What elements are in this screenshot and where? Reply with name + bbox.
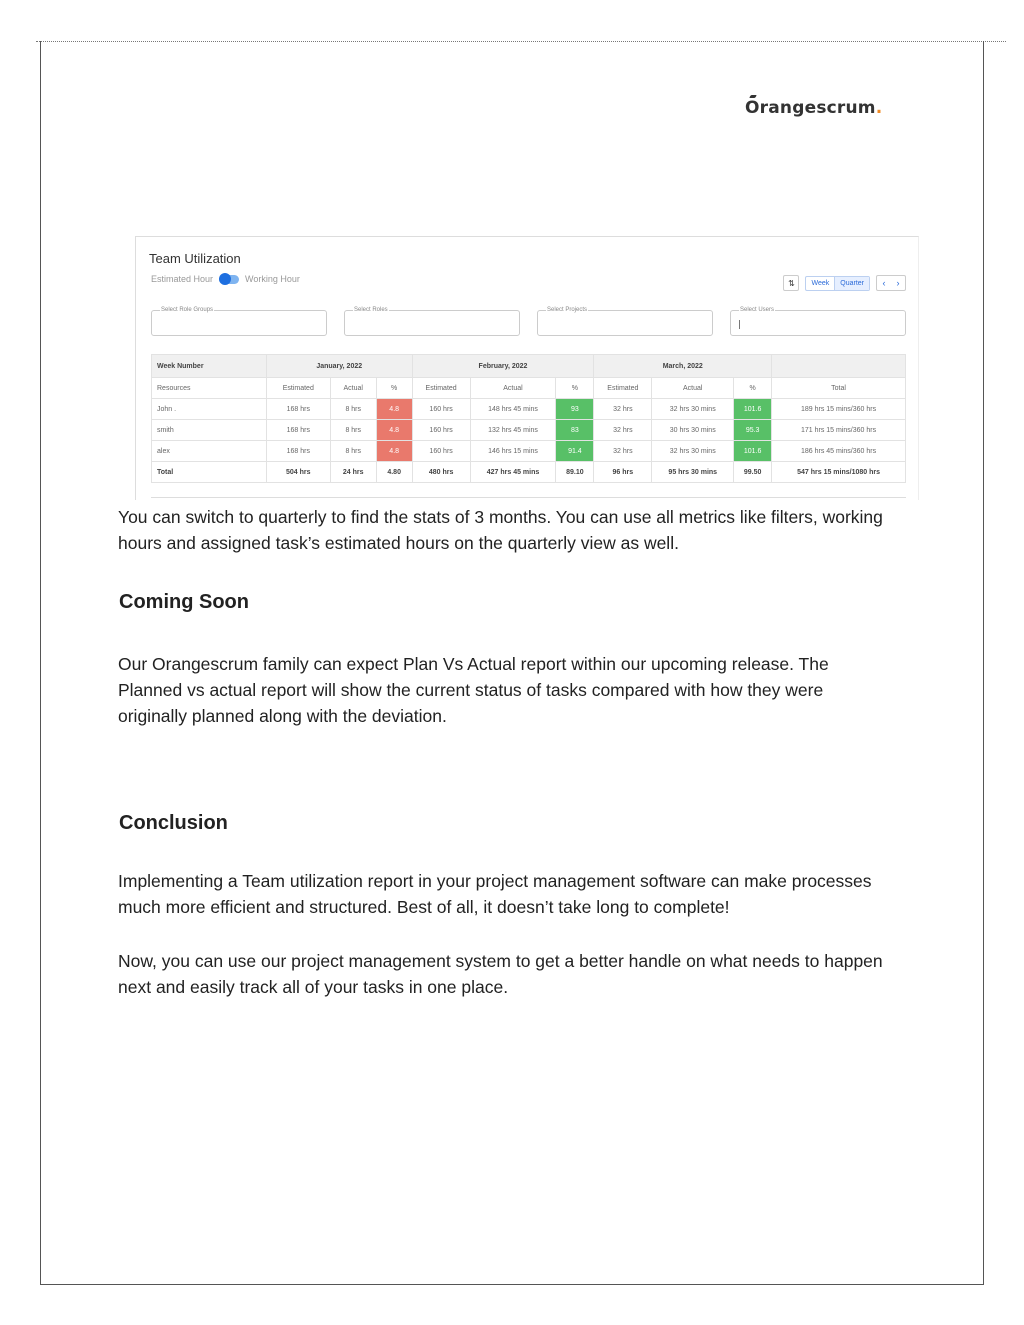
table-row xyxy=(152,399,906,420)
logo-dot: . xyxy=(875,98,883,118)
utilization-table xyxy=(151,354,906,483)
paragraph-quarterly: You can switch to quarterly to find the stats of 3 months. You can use all metrics like filters, working hours and assigned task’s estimated hours on the quarterly view as well. xyxy=(118,507,883,553)
table-cell: 148 hrs 45 mins xyxy=(470,399,556,420)
table-cell: 132 hrs 45 mins xyxy=(470,420,556,441)
table-cell: 32 hrs xyxy=(594,420,652,441)
column-header: Estimated xyxy=(266,378,330,399)
quarter-view-button[interactable]: Quarter xyxy=(834,277,869,290)
resource-name: John . xyxy=(152,399,267,420)
percent-cell: 101.6 xyxy=(734,399,772,420)
total-header-blank xyxy=(772,355,906,378)
filter-label: Select Role Groups xyxy=(161,307,214,313)
table-scroll-bottom xyxy=(151,497,906,498)
percent-cell: 4.8 xyxy=(376,441,412,462)
table-cell: 32 hrs 30 mins xyxy=(652,399,734,420)
table-cell: 504 hrs xyxy=(266,462,330,483)
percent-cell: 93 xyxy=(556,399,594,420)
total-label: Total xyxy=(152,462,267,483)
table-cell: 32 hrs 30 mins xyxy=(652,441,734,462)
page-bottom-border xyxy=(40,1284,984,1285)
column-header: % xyxy=(556,378,594,399)
table-cell: 32 hrs xyxy=(594,399,652,420)
filter-label: Select Projects xyxy=(547,307,588,313)
month-header: February, 2022 xyxy=(412,355,594,378)
hour-type-toggle[interactable] xyxy=(219,275,239,284)
chevron-right-icon[interactable]: › xyxy=(896,278,900,288)
filter-label: Select Users xyxy=(740,307,775,313)
percent-cell: 4.8 xyxy=(376,420,412,441)
table-cell: 427 hrs 45 mins xyxy=(470,462,556,483)
week-number-header: Week Number xyxy=(152,355,267,378)
page-right-border xyxy=(983,41,984,1285)
page-top-border xyxy=(36,41,1006,42)
column-header-row xyxy=(152,378,906,399)
view-toolbar xyxy=(783,275,906,291)
percent-cell: 83 xyxy=(556,420,594,441)
table-cell: 89.10 xyxy=(556,462,594,483)
table-cell: 24 hrs xyxy=(330,462,376,483)
table-cell: 4.80 xyxy=(376,462,412,483)
team-utilization-screenshot xyxy=(135,236,919,500)
table-cell: 168 hrs xyxy=(266,420,330,441)
total-cell: 186 hrs 45 mins/360 hrs xyxy=(772,441,906,462)
working-hour-label: Working Hour xyxy=(245,274,300,284)
percent-cell: 4.8 xyxy=(376,399,412,420)
month-header: January, 2022 xyxy=(266,355,412,378)
table-cell: 99.50 xyxy=(734,462,772,483)
logo-first-letter: O xyxy=(745,98,760,118)
table-cell: 95 hrs 30 mins xyxy=(652,462,734,483)
month-header-row xyxy=(152,355,906,378)
percent-cell: 95.3 xyxy=(734,420,772,441)
column-header: Actual xyxy=(330,378,376,399)
resource-name: alex xyxy=(152,441,267,462)
table-cell: 30 hrs 30 mins xyxy=(652,420,734,441)
table-cell: 547 hrs 15 mins/1080 hrs xyxy=(772,462,906,483)
week-view-button[interactable]: Week xyxy=(811,279,830,287)
column-header: Estimated xyxy=(412,378,470,399)
paragraph-coming-soon: Our Orangescrum family can expect Plan Vs Actual report within our upcoming release. The Planned vs actual report will show the current status of tasks compared with how they were originally planned along with the deviation. xyxy=(118,654,829,726)
total-row xyxy=(152,462,906,483)
column-header: Resources xyxy=(152,378,267,399)
table-cell: 168 hrs xyxy=(266,441,330,462)
column-header: Actual xyxy=(470,378,556,399)
heading-conclusion: Conclusion xyxy=(119,812,228,834)
projects-select[interactable] xyxy=(537,307,713,336)
table-cell: 8 hrs xyxy=(330,441,376,462)
table-row xyxy=(152,441,906,462)
chevron-left-icon[interactable]: ‹ xyxy=(882,278,886,288)
role-groups-select[interactable] xyxy=(151,307,327,336)
logo-text: rangescrum xyxy=(759,98,876,118)
roles-select[interactable] xyxy=(344,307,520,336)
month-header: March, 2022 xyxy=(594,355,772,378)
table-row xyxy=(152,420,906,441)
percent-cell: 91.4 xyxy=(556,441,594,462)
estimated-hour-label: Estimated Hour xyxy=(151,274,214,284)
resource-name: smith xyxy=(152,420,267,441)
table-cell: 32 hrs xyxy=(594,441,652,462)
table-cell: 160 hrs xyxy=(412,441,470,462)
orangescrum-logo xyxy=(745,98,882,118)
table-cell: 146 hrs 15 mins xyxy=(470,441,556,462)
column-header: % xyxy=(376,378,412,399)
heading-coming-soon: Coming Soon xyxy=(119,591,249,613)
total-cell: 189 hrs 15 mins/360 hrs xyxy=(772,399,906,420)
table-cell: 96 hrs xyxy=(594,462,652,483)
filter-row xyxy=(151,307,906,336)
paragraph-closing: Now, you can use our project management system to get a better handle on what needs to happen next and easily track all of your tasks in one place. xyxy=(118,951,883,997)
screenshot-title: Team Utilization xyxy=(149,251,241,266)
users-select[interactable] xyxy=(730,307,906,336)
column-header: Estimated xyxy=(594,378,652,399)
table-cell: 168 hrs xyxy=(266,399,330,420)
sort-icon[interactable]: ⇅ xyxy=(783,275,799,291)
page-left-border xyxy=(40,41,41,1285)
period-nav xyxy=(876,275,906,291)
table-cell: 480 hrs xyxy=(412,462,470,483)
table-cell: 8 hrs xyxy=(330,399,376,420)
filter-label: Select Roles xyxy=(354,307,388,313)
paragraph-conclusion: Implementing a Team utilization report in your project management software can make processes much more efficient and structured. Best of all, it doesn’t take long to complete! xyxy=(118,871,872,917)
column-header: Actual xyxy=(652,378,734,399)
table-cell: 8 hrs xyxy=(330,420,376,441)
column-header: Total xyxy=(772,378,906,399)
total-cell: 171 hrs 15 mins/360 hrs xyxy=(772,420,906,441)
column-header: % xyxy=(734,378,772,399)
table-cell: 160 hrs xyxy=(412,399,470,420)
table-cell: 160 hrs xyxy=(412,420,470,441)
percent-cell: 101.6 xyxy=(734,441,772,462)
text-cursor xyxy=(739,320,740,329)
view-switch xyxy=(805,276,870,291)
hour-toggle-row xyxy=(151,274,300,284)
